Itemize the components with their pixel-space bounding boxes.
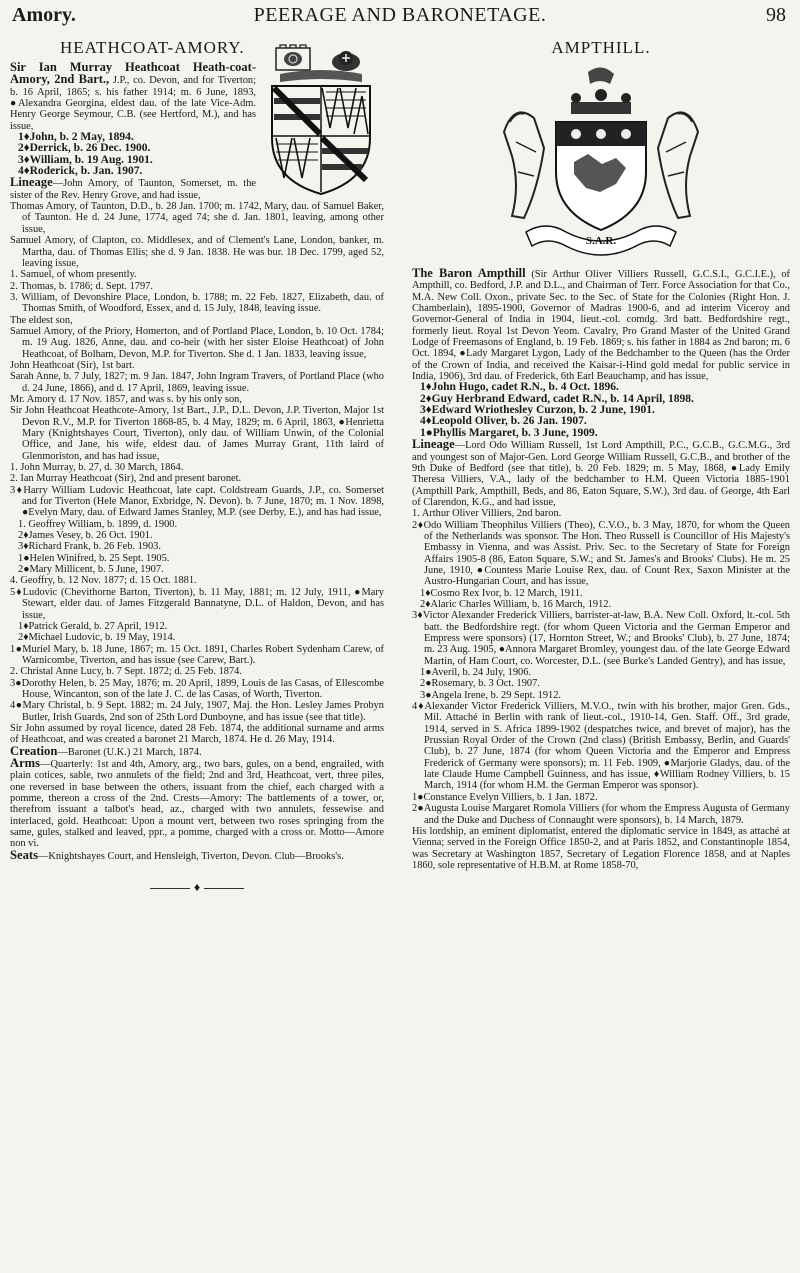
list-item: 1♦John, b. 2 May, 1894. [18,131,134,144]
genealogy-paragraph: 2♦Michael Ludovic, b. 19 May, 1914. [18,632,176,644]
genealogy-paragraph: 3♦Victor Alexander Frederick Villiers, barrister-at-law, B.A. New Coll. Oxford, lt.-col. 5th batt. the Bedfordshire regt. (for whom Queen Victoria and the German Emperor and Empress were sponsors) (17, Hornton Street, W.; and Brooks' Club), b. 27 June, 1874; m. 23 Aug. 1905, ●Annora Margaret Bromley, youngest dau. of the late George Edward Martin, of Ham Court, co. Worcester, D.L. (see Burke's Landed Gentry), and has issue, [412,610,790,667]
issue-list-ampthill [412,382,790,439]
genealogy-paragraph: 4. Geoffry, b. 12 Nov. 1877; d. 15 Oct. 1881. [10,575,197,587]
genealogy-paragraph: 1. Arthur Oliver Villiers, 2nd baron. [412,508,562,520]
genealogy-paragraph: 4●Mary Christal, b. 9 Sept. 1882; m. 24 July, 1907, Maj. the Hon. Lesley James Probyn Butler, Irish Guards, 2nd son of 25th Lord Dunboyne, and has issue (see that title). [10,700,384,723]
genealogy-paragraph: 2. Christal Anne Lucy, b. 7 Sept. 1872; d. 25 Feb. 1874. [10,666,242,678]
genealogy-paragraph: 3♦Richard Frank, b. 26 Feb. 1903. [18,541,161,553]
genealogy-paragraph: Mr. Amory d. 17 Nov. 1857, and was s. by his only son, [10,393,242,405]
genealogy-paragraph: 1●Constance Evelyn Villiers, b. 1 Jan. 1872. [412,791,598,803]
intro-text: (Sir Arthur Oliver Villiers Russell, G.C.S.I., G.C.I.E.), of Ampthill, co. Bedford, J.P. and D.L., and Chairman of Terr. Force Association for that Co., M.A. New Coll. Oxon., private Sec. to the Sec. of State for the Colonies (Right Hon. J. Chamberlain), 1895-1900, Governor of Madras 1900-6, and ad interim Viceroy and Governor-General of India in 1904, lieut.-col. comdg. 3rd batt. Bedfordshire regt., formerly lieut. Royal 1st Devon Yeom. Cavalry, Pro Grand Master of the United Grand Lodge of Freemasons of England, b. 19 Feb. 1869; s. his father in 1884 as 2nd baron; m. 6 Oct. 1894, ●Lady Margaret Lygon, Lady of the Bedchamber to the Queen (has the Order of the Crown of India, and received the Kaisar-i-Hind gold medal for public service in India, 1906), 3rd dau. of Frederick, 6th Earl Beauchamp, and has issue, [412,269,790,383]
seats-heading: Seats [10,847,38,862]
lineage-heading: Lineage [412,437,455,452]
seats-text: —Knightshayes Court, and Hensleigh, Tiverton, Devon. Club—Brooks's. [38,850,344,862]
section-divider: ♦ [10,882,384,893]
coat-of-arms-ampthill-icon [496,62,706,258]
running-head-left: Amory. [12,4,76,26]
list-item: 4♦Roderick, b. Jan. 1907. [18,165,143,178]
genealogy-paragraph: 5♦Ludovic (Chevithorne Barton, Tiverton), b. 11 May, 1881; m. 12 July, 1911, ●Mary Stewart, elder dau. of James Fitzgerald Bannatyne, D.L. of Haldon, Devon, and has issue, [10,586,384,621]
arms-text: —Quarterly: 1st and 4th, Amory, arg., two bars, gules, on a bend, engrailed, with plain cotices, sable, two annulets of the field; 2nd and 3rd, Heathcoat, vert, three piles, one reversed in base between the others, issuant from the chief, each charged with a pomme, thereon a cross of the 2nd. Crests—Amory: The battlements of a tower, or, therefrom issuant a talbot's head, az., charged with two annulets, fessewise and interlaced, gold. Heathcoat: Upon a mount vert, between two roses springing from the same, gules, stalked and leaved, ppr., a pomme, charged with a cross or. Motto—Amore non vi. [10,758,384,850]
genealogy-paragraph: John Heathcoat (Sir), 1st bart. [10,359,135,371]
genealogy-paragraph: 2♦Odo William Theophilus Villiers (Theo), C.V.O., b. 3 May, 1870, for whom the Queen of the Netherlands was sponsor. The Hon. Theo Russell is Councillor of His Majesty's Embassy in Vienna, and was Assist. Priv. Sec. to the Secretary of State for Foreign Affairs 1905-8 (86, Eaton Square, S.W.; and St. James's and Brooks' Clubs). He m. 25 June, 1910, ●Countess Marie Louise Rex, dau. of Count Rex, Saxon Minister at the Austro-Hungarian Court, and has issue, [412,519,790,588]
ampthill-intro [412,268,790,382]
genealogy-paragraph: 1♦Patrick Gerald, b. 27 April, 1912. [18,620,168,632]
seats-paragraph [10,847,384,862]
article-title-ampthill: AMPTHILL. [551,38,651,57]
creation-text: —Baronet (U.K.) 21 March, 1874. [57,746,202,758]
peer-name: The Baron Ampthill [412,266,526,280]
genealogy-paragraph: 2♦Alaric Charles William, b. 16 March, 1912. [420,598,612,610]
list-item: 4♦Leopold Oliver, b. 26 Jan. 1907. [420,415,587,428]
genealogy-paragraph: 2●Rosemary, b. 3 Oct. 1907. [420,678,540,690]
creation-paragraph [10,743,384,758]
baronet-name: Sir Ian Murray Heathcoat Heath-coat-Amory, 2nd Bart., [10,60,256,87]
genealogy-paragraph: 1●Helen Winifred, b. 25 Sept. 1905. [18,552,170,564]
genealogy-paragraph: Sarah Anne, b. 7 July, 1827; m. 9 Jan. 1847, John Ingram Travers, of Portland Place (who d. 24 June, 1866), and d. 17 April, 1869, leaving issue. [10,371,384,394]
genealogy-paragraph: 1●Muriel Mary, b. 18 June, 1867; m. 15 Oct. 1891, Charles Robert Sydenham Carew, of Warnicombe, Tiverton, and has issue (see Carew, Bart.). [10,643,384,666]
arms-paragraph [10,755,384,850]
genealogy-paragraph: 3●Angela Irene, b. 29 Sept. 1912. [420,689,562,701]
svg-text:S.A.R.: S.A.R. [585,235,617,247]
genealogy-paragraph: Thomas Amory, of Taunton, D.D., b. 28 Jan. 1700; m. 1742, Mary, dau. of Samuel Baker, of Taunton. He d. 24 June, 1774, aged 74; she d. Jan. 1801, leaving, among other issue, [10,201,384,235]
genealogy-paragraph: 2●Augusta Louise Margaret Romola Villiers (for whom the Empress Augusta of Germany and the Duke and Duchess of Connaught were sponsors), b. 14 March, 1879. [412,803,790,826]
genealogy-paragraph: Samuel Amory, of the Priory, Homerton, and of Portland Place, London, b. 10 Oct. 1784; m. 19 Aug. 1826, Anne, dau. and co-heir (with her sister Eloise Heathcoat) of John Heathcoat, of Bolham, Devon, M.P. for Tiverton. She d. 1 Jan. 1833, leaving issue, [10,325,384,360]
page-number: 98 [766,4,786,26]
list-item: 1♦John Hugo, cadet R.N., b. 4 Oct. 1896. [420,381,619,394]
intro-text: J.P., co. Devon, and for Tiverton; b. 16 April, 1865; s. his father 1914; m. 6 June, 1893, ●Alexandra Georgina, eldest dau. of the late Vice-Adm. Henry George Seymour, C.B. (see Hertford, M.), and has issue, [10,75,256,132]
genealogy-paragraph: Sir John assumed by royal licence, dated 28 Feb. 1874, the additional surname and arms of Heathcoat, and was created a baronet 21 March, 1874. He d. 26 May, 1914. [10,722,384,746]
list-item: 3♦Edward Wriothesley Curzon, b. 2 June, 1901. [420,404,655,417]
genealogy-paragraph: 1. Samuel, of whom presently. [10,269,137,281]
genealogy-paragraph: His lordship, an eminent diplomatist, entered the diplomatic service in 1849, as attaché at Vienna; served in the Foreign Office 1850-2, and at Paris 1852, and Constantinople 1854, was Secretary at Washington 1857, Secretary of Legation Florence 1858, and at Naples 1860, sole representative of H.B.M. at Rome 1858-70, [412,825,790,871]
lineage-paragraph [412,439,790,508]
genealogy-paragraph: 3. William, of Devonshire Place, London, b. 1788; m. 22 Feb. 1827, Elizabeth, dau. of Thomas Smith, of Woodford, Essex, and d. 15 July, 1848, leaving issue. [10,291,384,315]
list-item: 2♦Guy Herbrand Edward, cadet R.N., b. 14 April, 1898. [420,392,694,405]
genealogy-paragraph: 1. John Murray, b. 27, d. 30 March, 1864. [10,462,184,474]
genealogy-paragraph: 3●Dorothy Helen, b. 25 May, 1876; m. 20 April, 1899, Louis de las Casas, of Ellescombe House, Wincanton, son of the late J. C. de las Casas, of Worth, Tiverton. [10,677,384,700]
genealogy-paragraph: 2. Thomas, b. 1786; d. Sept. 1797. [10,280,153,292]
arms-heading: Arms [10,755,41,770]
list-item: 1●Phyllis Margaret, b. 3 June, 1909. [420,426,598,439]
left-column [10,38,384,893]
coat-of-arms-heathcoat-amory-icon [262,44,380,198]
lineage-heading: Lineage [10,175,53,190]
genealogy-paragraph: 2. Ian Murray Heathcoat (Sir), 2nd and present baronet. [10,473,242,485]
creation-heading: Creation [10,743,58,758]
genealogy-paragraph: 2♦James Vesey, b. 26 Oct. 1901. [18,530,153,542]
article-title-heathcoat-amory: HEATHCOAT-AMORY. [60,38,245,57]
list-item: 2♦Derrick, b. 26 Dec. 1900. [18,142,151,155]
lineage-text: —John Amory, of Taunton, Somerset, m. the sister of the Rev. Henry Grove, and had issue, [10,178,256,201]
running-head [0,0,800,32]
genealogy-paragraph: 1♦Cosmo Rex Ivor, b. 12 March, 1911. [420,587,583,599]
right-column [412,38,790,871]
genealogy-paragraph: Sir John Heathcoat Heathcote-Amory, 1st Bart., J.P., D.L. Devon, J.P. Tiverton, Major 1st Devon R.V., M.P. for Tiverton 1868-85, b. 4 May, 1829; m. 6 April, 1863, ●Henrietta Mary (Knightshayes Court, Tiverton), only dau. of William Unwin, of the Colonial Office, and Jane, his wife, eldest dau. of James Murray Grant, 11th laird of Glenmoriston, and has had issue, [10,405,384,462]
genealogy-paragraph: 2●Mary Millicent, b. 5 June, 1907. [18,564,164,576]
running-head-center: PEERAGE AND BARONETAGE. [253,4,547,26]
genealogy-paragraph: The eldest son, [10,314,73,326]
genealogy-paragraph: 3♦Harry William Ludovic Heathcoat, late capt. Coldstream Guards, J.P., co. Somerset and for Tiverton (Hele Manor, Exbridge, N. Devon). b. 7 June, 1870; m. 1 Nov. 1898, ●Evelyn Mary, dau. of Edward James Stanley, M.P. (see Derby, E.), and has had issue, [10,484,384,519]
genealogy-paragraph: 1. Geoffrey William, b. 1899, d. 1900. [18,518,178,530]
genealogy-paragraph: 1●Averil, b. 24 July, 1906. [420,667,532,679]
lineage-text: —Lord Odo William Russell, 1st Lord Ampthill, P.C., G.C.B., G.C.M.G., 3rd and youngest son of Major-Gen. Lord George William Russell, G.C.B., and brother of the 9th Duke of Bedford (see that title), b. 20 Feb. 1829; m. 5 May, 1868, ●Lady Emily Theresa Villiers, V.A., lady of the bedchamber to H.M. Queen Victoria 1885-1901 (Ampthill Park, Ampthill, Beds, and 86, Eaton Square, S.W.), 3rd dau. of George, 4th Earl of Clarendon, K.G., and had issue, [412,440,790,508]
genealogy-paragraph: Samuel Amory, of Clapton, co. Middlesex, and of Clement's Lane, London, banker, m. Martha, dau. of Thomas Ellis; she d. 9 Jan. 1838. He was bur. 18 Dec. 1799, aged 52, leaving issue, [10,235,384,269]
genealogy-paragraph: 4♦Alexander Victor Frederick Villiers, M.V.O., twin with his brother, major Gren. Gds., Mil. Attaché in Berlin with rank of lieut.-col., 1910-14, Gen. Staff. Off., 3rd grade, 1914, served in S. Africa 1899-1902 (despatches twice, and brevet of major), has the Prussian Royal Order of the Crown (2nd class) (British Embassy, Berlin, and Guards' Club), b. 27 June, 1874 (for whom Queen Victoria and the Emperor and Empress Frederick of Germany were sponsors); m. 11 Feb. 1909, ●Marjorie Gladys, dau. of the late Claude Hume Campbell Guinness, and has issue, ♦William Rodney Villiers, b. 15 March, 1914 (for whom H.M. the German Emperor was sponsor). [412,701,790,792]
list-item: 3♦William, b. 19 Aug. 1901. [18,153,153,166]
